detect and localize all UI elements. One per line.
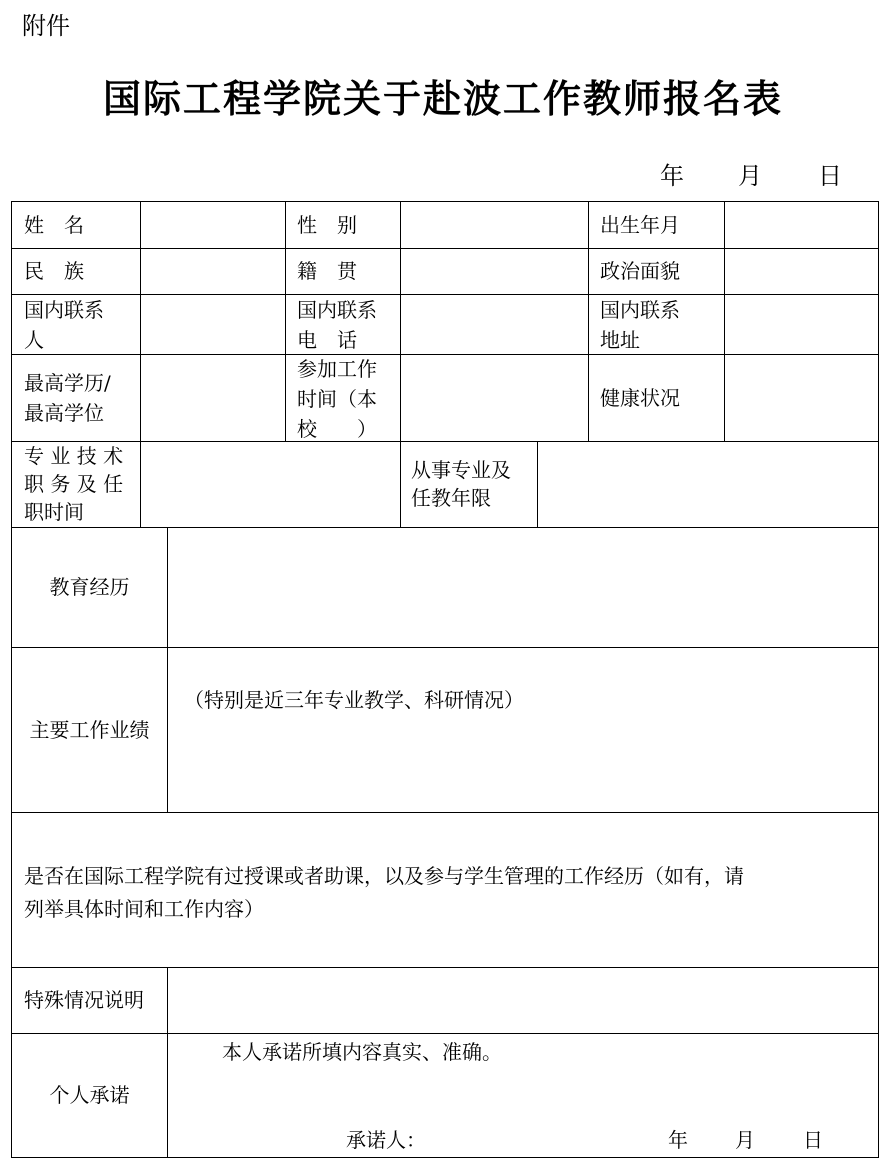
input-health[interactable] bbox=[725, 355, 878, 441]
input-education-history[interactable] bbox=[168, 528, 878, 647]
commitment-text: 本人承诺所填内容真实、准确。 bbox=[222, 1040, 502, 1064]
label-ethnicity: 民 族 bbox=[24, 259, 84, 283]
input-work-start[interactable] bbox=[401, 355, 588, 441]
header-date-month: 月 bbox=[738, 162, 762, 190]
input-domestic-contact[interactable] bbox=[141, 295, 285, 354]
label-signer: 承诺人： bbox=[346, 1128, 426, 1152]
input-domestic-address[interactable] bbox=[725, 295, 878, 354]
input-education-degree[interactable] bbox=[141, 355, 285, 441]
label-main-achievements: 主要工作业绩 bbox=[29, 718, 150, 742]
label-commitment: 个人承诺 bbox=[49, 1083, 130, 1107]
sign-date-month: 月 bbox=[735, 1128, 755, 1152]
label-special-notes: 特殊情况说明 bbox=[24, 988, 144, 1012]
input-ethnicity[interactable] bbox=[141, 249, 285, 294]
input-major-years[interactable] bbox=[538, 442, 878, 527]
label-native-place: 籍 贯 bbox=[297, 259, 357, 283]
input-teaching-question[interactable] bbox=[12, 930, 878, 967]
label-gender: 性 别 bbox=[297, 213, 357, 237]
input-birth[interactable] bbox=[725, 202, 878, 248]
input-political-status[interactable] bbox=[725, 249, 878, 294]
label-tech-title: 专 业 技 术 职 务 及 任 职时间 bbox=[24, 444, 124, 524]
input-signature[interactable] bbox=[430, 1120, 650, 1154]
label-name: 姓 名 bbox=[24, 213, 84, 237]
label-political-status: 政治面貌 bbox=[600, 259, 680, 283]
label-domestic-address: 国内联系 地址 bbox=[600, 298, 680, 352]
input-name[interactable] bbox=[141, 202, 285, 248]
page-title: 国际工程学院关于赴波工作教师报名表 bbox=[102, 77, 783, 121]
label-domestic-phone: 国内联系 电 话 bbox=[297, 298, 377, 352]
input-gender[interactable] bbox=[401, 202, 588, 248]
input-domestic-phone[interactable] bbox=[401, 295, 588, 354]
achievements-hint: （特别是近三年专业教学、科研情况） bbox=[184, 688, 524, 712]
input-native-place[interactable] bbox=[401, 249, 588, 294]
header-date-year: 年 bbox=[660, 162, 684, 190]
header-date-day: 日 bbox=[818, 162, 842, 190]
label-domestic-contact: 国内联系 人 bbox=[24, 298, 104, 352]
input-special-notes[interactable] bbox=[168, 968, 878, 1033]
label-work-start: 参加工作 时间（本 校 ） bbox=[297, 357, 377, 441]
label-major-years: 从事专业及 任教年限 bbox=[411, 458, 511, 510]
label-education-degree: 最高学历/ 最高学位 bbox=[24, 371, 111, 425]
attachment-label: 附件 bbox=[22, 12, 70, 40]
input-tech-title[interactable] bbox=[141, 442, 400, 527]
label-health: 健康状况 bbox=[600, 386, 680, 410]
label-teaching-question: 是否在国际工程学院有过授课或者助课，以及参与学生管理的工作经历（如有，请 列举具体时间和工作内容） bbox=[24, 864, 744, 921]
label-birth: 出生年月 bbox=[600, 213, 680, 237]
label-education-history: 教育经历 bbox=[49, 575, 130, 599]
sign-date-year: 年 bbox=[668, 1128, 688, 1152]
input-main-achievements[interactable] bbox=[168, 648, 878, 812]
sign-date-day: 日 bbox=[803, 1128, 823, 1152]
